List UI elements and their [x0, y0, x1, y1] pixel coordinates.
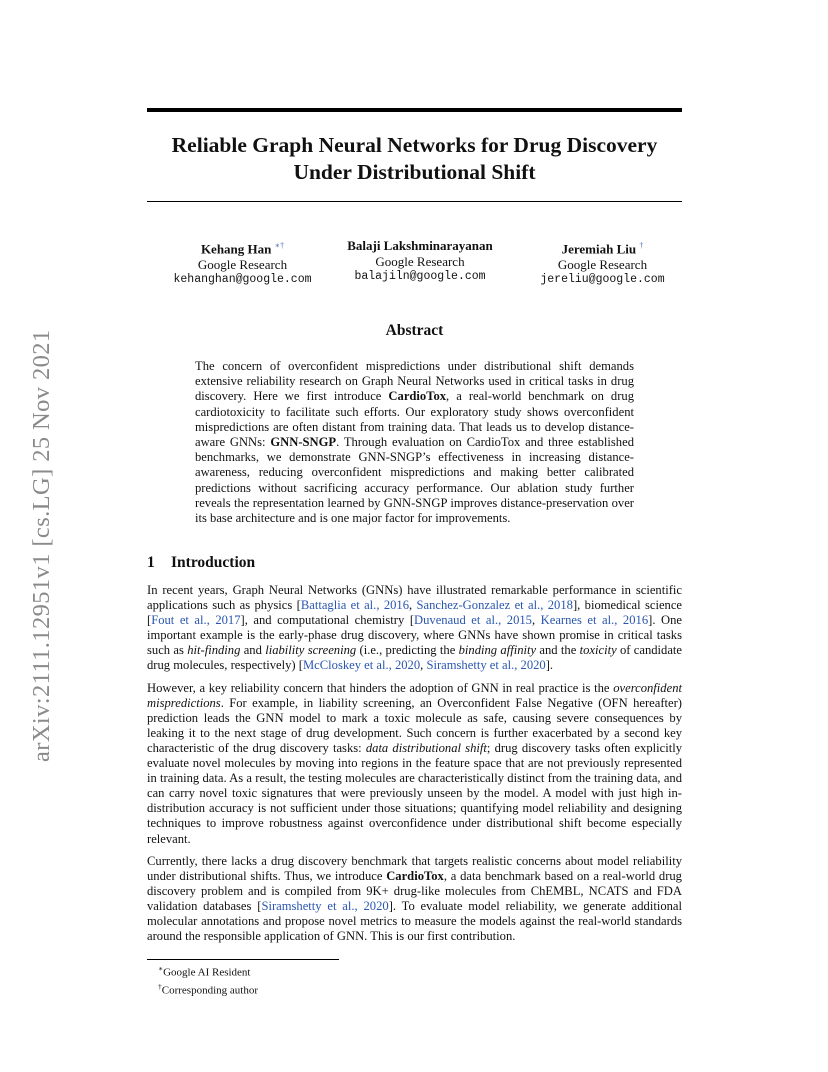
arxiv-stamp-text: arXiv:2111.12951v1 [cs.LG] 25 Nov 2021 [28, 329, 55, 762]
author-email: kehanghan@google.com [173, 273, 312, 287]
introduction-body [147, 583, 682, 951]
author-email: jereliu@google.com [540, 273, 665, 287]
section-title: Introduction [171, 554, 256, 571]
citation-link[interactable]: McCloskey et al., 2020 [302, 658, 421, 673]
footnote-2: †Corresponding author [158, 982, 258, 997]
intro-paragraph-1: In recent years, Graph Neural Networks (GNNs) have illustrated remarkable performance in scientific applications such as physics [Battaglia et al., 2016, Sanchez-Gonzalez et al., 2018], biomedical science [Fout et al., 2017], and computational chemistry [Duvenaud et al., 2015, Kearnes et al., 2016]. One important example is the early-phase drug discovery, where GNNs have shown promise in critical tasks such as hit-finding and liability screening (i.e., predicting the binding affinity and the toxicity of candidate drug molecules, respectively) [McCloskey et al., 2020, Siramshetty et al., 2020]. [147, 583, 683, 673]
section-heading-introduction [147, 554, 255, 572]
author-affiliation: Google Research [375, 253, 465, 269]
footnote-1: ∗Google AI Resident [158, 964, 251, 979]
author-name: Jeremiah Liu † [561, 241, 644, 257]
author-email: balajiln@google.com [354, 270, 486, 283]
author-name: Balaji Lakshminarayanan [347, 238, 493, 253]
footnotes [158, 962, 258, 998]
citation-link[interactable]: Duvenaud et al., 2015 [414, 613, 532, 628]
paper-title-line2: Under Distributional Shift [293, 160, 536, 184]
citation-link[interactable]: Siramshetty et al., 2020 [426, 658, 546, 673]
title-bottom-rule [147, 201, 682, 202]
citation-link[interactable]: Fout et al., 2017 [151, 613, 241, 628]
author-name: Kehang Han ∗† [200, 241, 285, 257]
author-marks: † [639, 241, 644, 250]
intro-paragraph-3: Currently, there lacks a drug discovery benchmark that targets realistic concerns about model reliability under distributional shifts. Thus, we introduce CardioTox, a data benchmark based on a real-world drug discovery problem and is compiled from 9K+ drug-like molecules from ChEMBL, NCATS and FDA validation databases [Siramshetty et al., 2020]. To evaluate model reliability, we generate additional molecular annotations and propose novel metrics to measure the models against the real-world standards around the responsible application of GNN. This is our first contribution. [147, 853, 682, 944]
intro-paragraph-2: However, a key reliability concern that hinders the adoption of GNN in real practice is the overconfident mispredictions. For example, in liability screening, an Overconfident False Negative (OFN hereafter) prediction leads the GNN model to mark a toxic molecule as safe, causing severe consequences by leaking it to the next stage of drug development. Such concern is further exacerbated by a second key characteristic of the drug discovery tasks: data distributional shift; drug discovery tasks often explicitly evaluate novel molecules by moving into regions in the feature space that are not previously represented in training data. As a result, the testing molecules are characteristically distinct from the training data, and can carry novel toxic signatures that were previously unseen by the model. A model with just high in-distribution accuracy is not sufficient under those situations; quantifying model reliability and designing techniques to improve robustness against overconfidence under distributional shift become especially relevant. [147, 680, 682, 846]
arxiv-sidebar-stamp [28, 287, 55, 762]
paper-title-line1: Reliable Graph Neural Networks for Drug Discovery [171, 133, 658, 157]
citation-link[interactable]: Siramshetty et al., 2020 [261, 898, 389, 913]
author-marks: ∗† [274, 241, 285, 250]
abstract-text: The concern of overconfident mispredictions under distributional shift demands extensive reliability research on Graph Neural Networks used in critical tasks in drug discovery. Here we first introduce CardioTox, a real-world benchmark on drug cardiotoxicity to facilitate such efforts. Our exploratory study shows overconfident mispredictions are often distant from training data. That leads us to develop distance-aware GNNs: GNN-SNGP. Through evaluation on CardioTox and three established benchmarks, we demonstrate GNN-SNGP’s effectiveness in increasing distance-awareness, reducing overconfident mispredictions and making better calibrated predictions without sacrificing accuracy performance. Our ablation study further reveals the representation learned by GNN-SNGP improves distance-preservation over its base architecture and is one major factor for improvements. [195, 359, 634, 526]
paper-title [140, 132, 689, 186]
author-affiliation: Google Research [557, 256, 648, 272]
author-affiliation: Google Research [197, 256, 288, 272]
author-1 [150, 238, 335, 288]
gnn-sngp-bold: GNN-SNGP [270, 435, 337, 450]
abstract-heading: Abstract [385, 322, 444, 339]
section-number: 1 [147, 554, 155, 571]
footnote-rule [147, 959, 339, 960]
title-top-rule [147, 108, 682, 112]
cardiotox-bold: CardioTox [388, 389, 447, 404]
author-3 [510, 238, 695, 288]
citation-link[interactable]: Kearnes et al., 2016 [540, 613, 649, 628]
author-2 [320, 238, 520, 285]
citation-link[interactable]: Sanchez-Gonzalez et al., 2018 [416, 598, 573, 613]
citation-link[interactable]: Battaglia et al., 2016 [300, 598, 410, 613]
